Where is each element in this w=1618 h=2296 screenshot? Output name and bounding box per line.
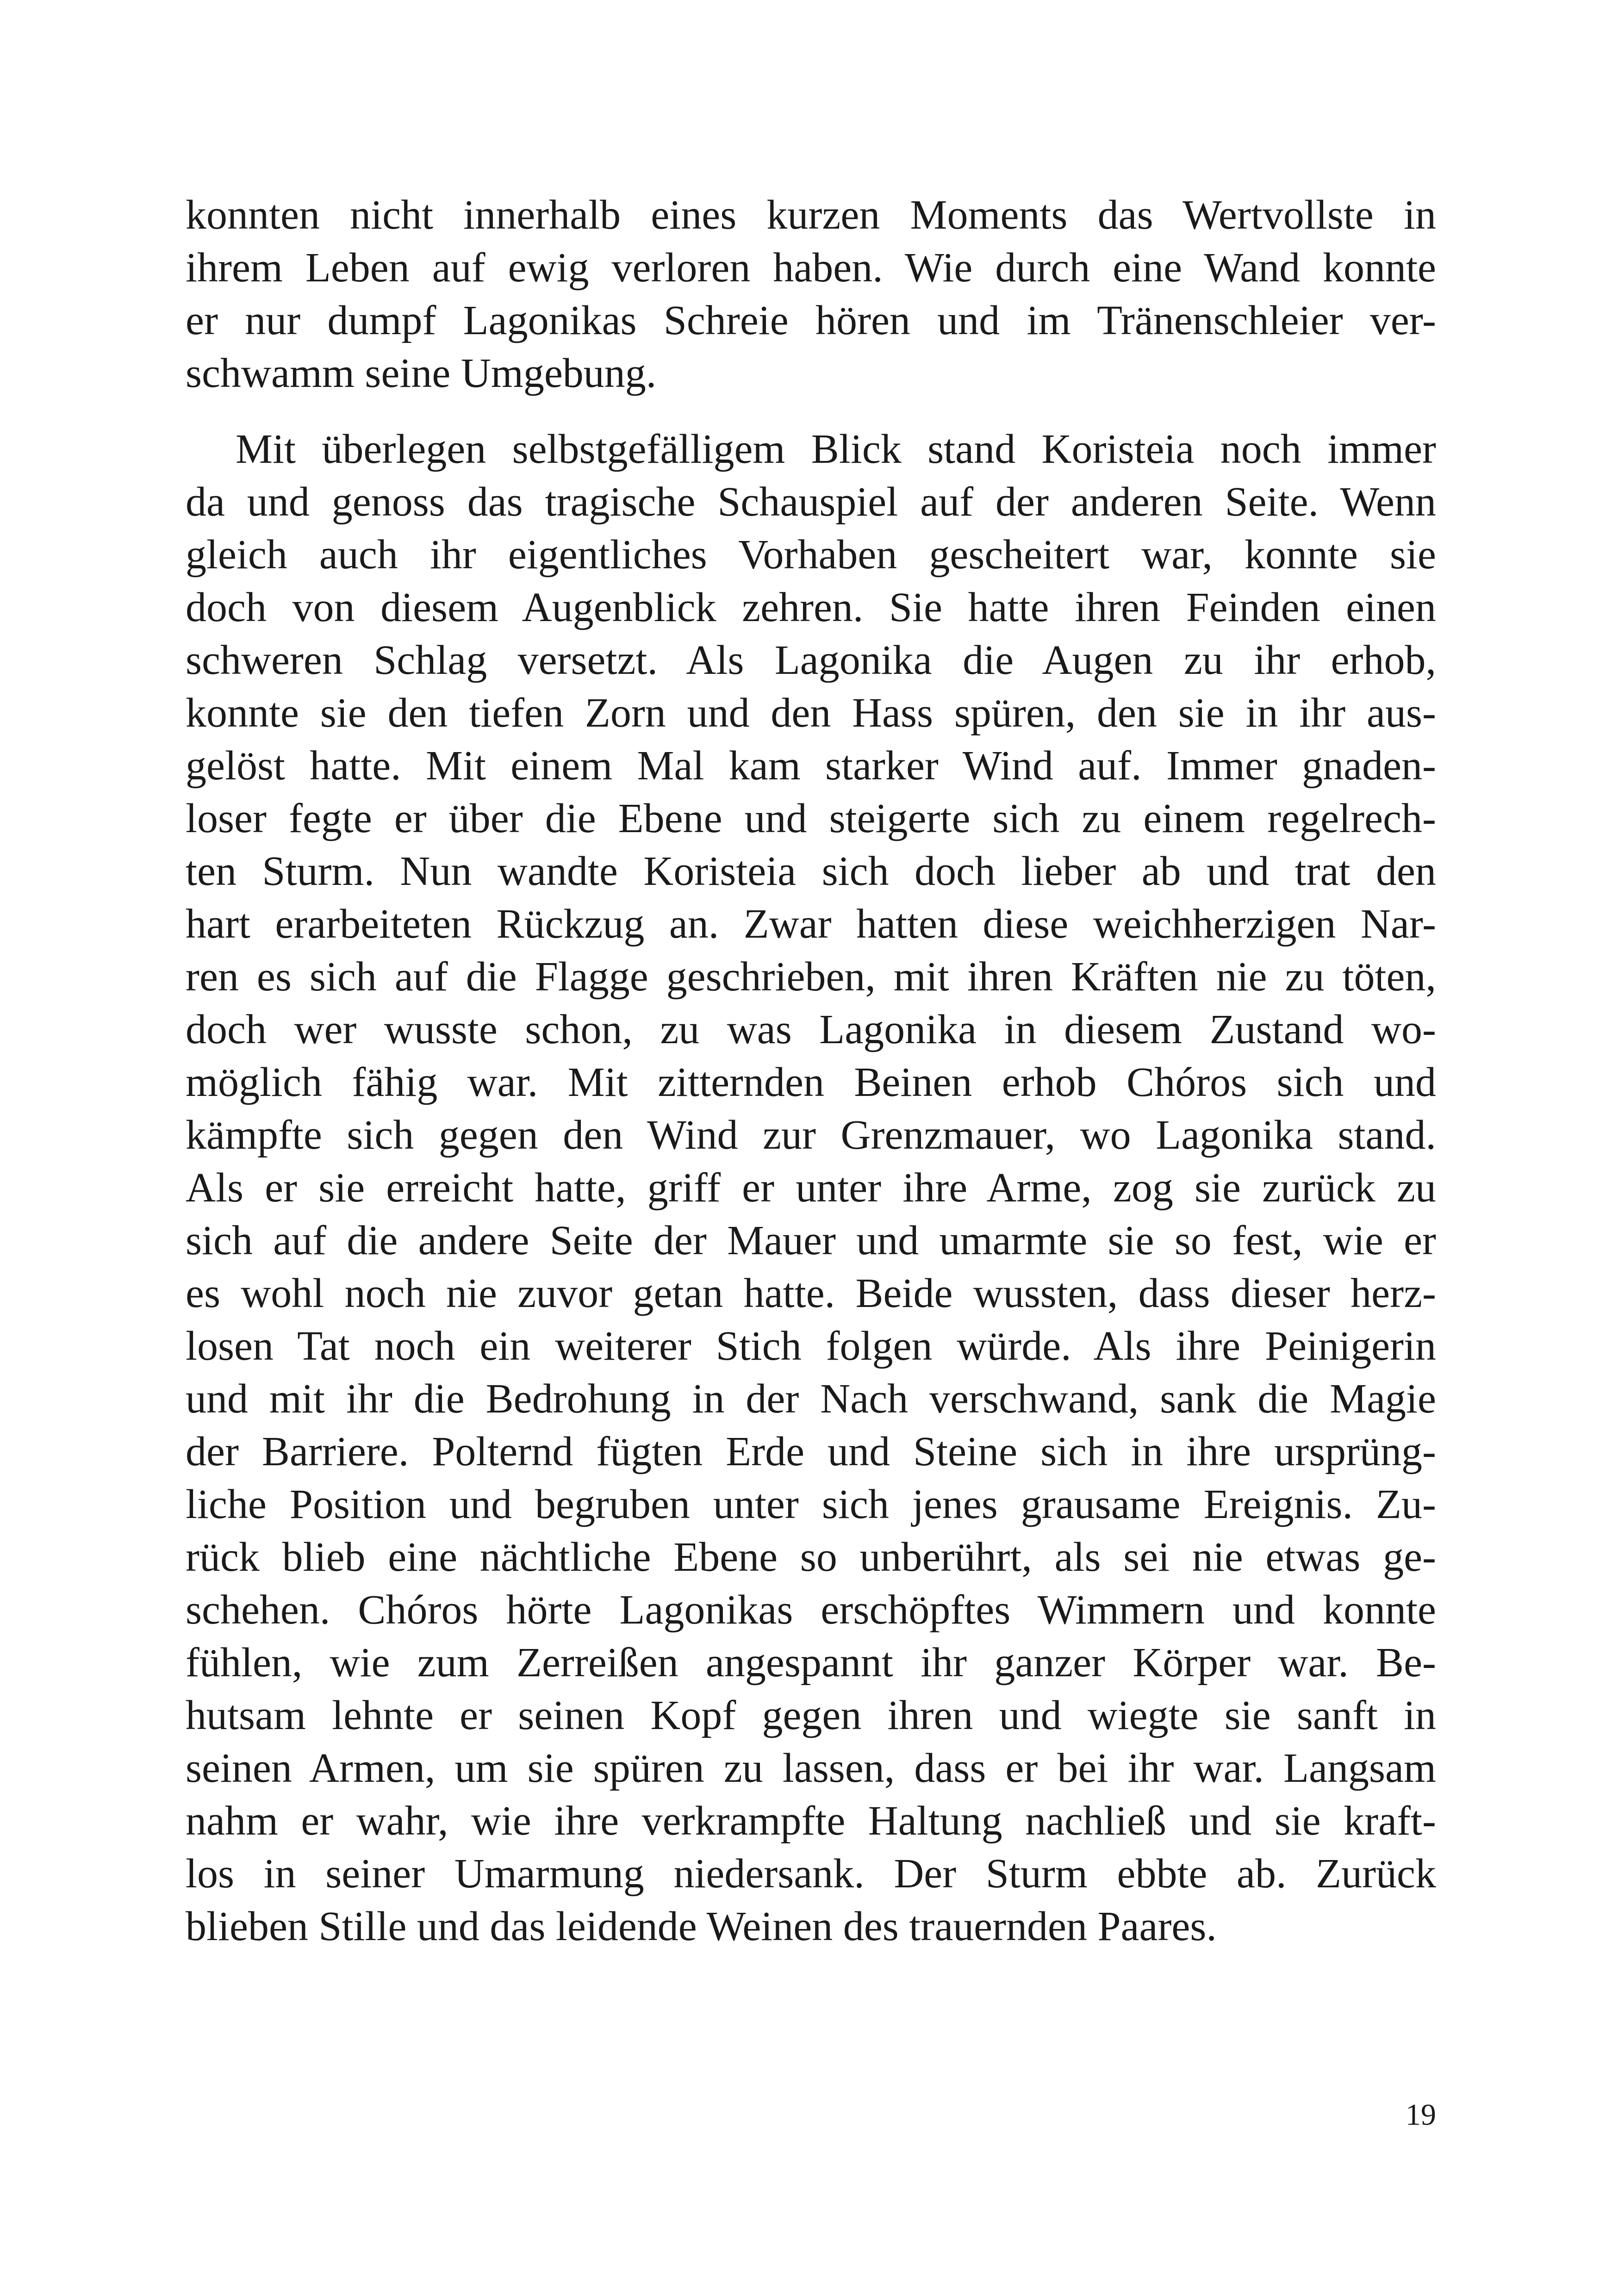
text-line: losen Tat noch ein weiterer Stich folgen würde. Als ihre Peinigerin [186, 1323, 1436, 1369]
text-line: Als er sie erreicht hatte, griff er unter ihre Arme, zog sie zurück zu [186, 1165, 1436, 1211]
text-line: rück blieb eine nächtliche Ebene so unberührt, als sei nie etwas ge- [186, 1534, 1436, 1580]
text-line: gelöst hatte. Mit einem Mal kam starker Wind auf. Immer gnaden- [186, 743, 1436, 789]
text-line: und mit ihr die Bedrohung in der Nach verschwand, sank die Magie [186, 1376, 1436, 1422]
text-line: nahm er wahr, wie ihre verkrampfte Haltung nachließ und sie kraft- [186, 1798, 1436, 1844]
text-line: fühlen, wie zum Zerreißen angespannt ihr ganzer Körper war. Be- [186, 1640, 1436, 1686]
page-number: 19 [1406, 2098, 1436, 2132]
body-text [186, 189, 1436, 1953]
text-line: es wohl noch nie zuvor getan hatte. Beide wussten, dass dieser herz- [186, 1270, 1436, 1316]
text-line: doch von diesem Augenblick zehren. Sie hatte ihren Feinden einen [186, 585, 1436, 630]
text-line: der Barriere. Polternd fügten Erde und Steine sich in ihre ursprüng- [186, 1429, 1436, 1475]
text-line: los in seiner Umarmung niedersank. Der Sturm ebbte ab. Zurück [186, 1851, 1436, 1897]
text-line: schwamm seine Umgebung. [186, 350, 657, 396]
text-line: er nur dumpf Lagonikas Schreie hören und im Tränenschleier ver- [186, 298, 1436, 343]
text-line: blieben Stille und das leidende Weinen des trauernden Paares. [186, 1904, 1217, 1949]
text-line: da und genoss das tragische Schauspiel auf der anderen Seite. Wenn [186, 479, 1436, 525]
text-line: schehen. Chóros hörte Lagonikas erschöpftes Wimmern und konnte [186, 1587, 1436, 1633]
text-line: konnten nicht innerhalb eines kurzen Moments das Wertvollste in [186, 192, 1436, 238]
text-line: loser fegte er über die Ebene und steigerte sich zu einem regelrech- [186, 796, 1436, 841]
text-line: hutsam lehnte er seinen Kopf gegen ihren und wiegte sie sanft in [186, 1692, 1436, 1738]
text-line: schweren Schlag versetzt. Als Lagonika die Augen zu ihr erhob, [186, 637, 1436, 683]
text-line: kämpfte sich gegen den Wind zur Grenzmauer, wo Lagonika stand. [186, 1112, 1436, 1158]
text-line: doch wer wusste schon, zu was Lagonika in diesem Zustand wo- [186, 1007, 1436, 1052]
text-line: gleich auch ihr eigentliches Vorhaben gescheitert war, konnte sie [186, 532, 1436, 578]
paragraph-2 [186, 423, 1436, 1953]
text-line: ten Sturm. Nun wandte Koristeia sich doch lieber ab und trat den [186, 848, 1436, 894]
text-line: Mit überlegen selbstgefälligem Blick stand Koristeia noch immer [236, 426, 1436, 472]
text-line: liche Position und begruben unter sich jenes grausame Ereignis. Zu- [186, 1481, 1436, 1527]
text-line: seinen Armen, um sie spüren zu lassen, dass er bei ihr war. Langsam [186, 1745, 1436, 1791]
text-line: hart erarbeiteten Rückzug an. Zwar hatten diese weichherzigen Nar- [186, 901, 1436, 947]
text-line: ihrem Leben auf ewig verloren haben. Wie durch eine Wand konnte [186, 245, 1436, 291]
text-line: ren es sich auf die Flagge geschrieben, mit ihren Kräften nie zu töten, [186, 954, 1436, 1000]
text-line: möglich fähig war. Mit zitternden Beinen erhob Chóros sich und [186, 1059, 1436, 1105]
paragraph-spacer [186, 400, 1436, 423]
text-line: sich auf die andere Seite der Mauer und umarmte sie so fest, wie er [186, 1218, 1436, 1263]
text-line: konnte sie den tiefen Zorn und den Hass spüren, den sie in ihr aus- [186, 690, 1436, 736]
paragraph-1 [186, 189, 1436, 400]
